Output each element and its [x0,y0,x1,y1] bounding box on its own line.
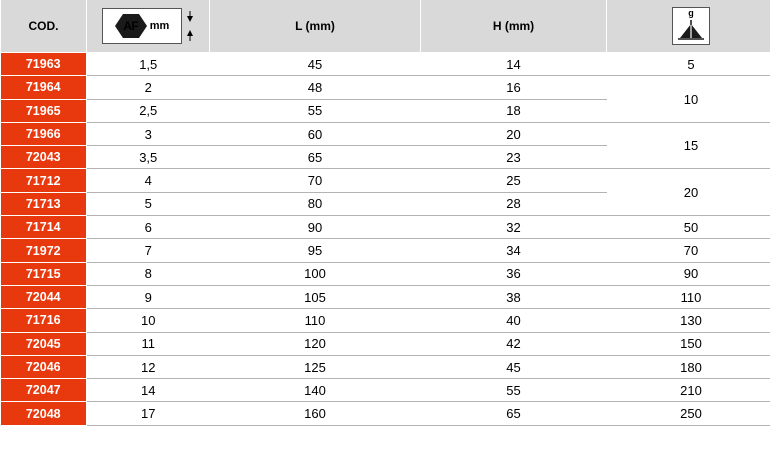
af-icon-box [102,8,182,44]
cell-af: 9 [87,285,210,308]
cell-weight: 70 [607,239,770,262]
cell-weight: 5 [607,53,770,76]
column-header-h-label: H (mm) [421,0,606,52]
cell-cod: 71965 [1,99,87,122]
column-header-l-label: L (mm) [210,0,420,52]
cell-cod: 71714 [1,216,87,239]
cell-l: 120 [210,332,421,355]
af-icon-unit: mm [150,20,170,32]
cell-h: 23 [421,146,607,169]
table-body [1,53,770,449]
table-row [1,309,770,332]
cell-cod: 72048 [1,402,87,425]
cell-l: 125 [210,355,421,378]
spacer-cell [607,425,770,448]
cell-weight: 15 [607,122,770,169]
spacer-cell [421,425,607,448]
cell-cod: 71712 [1,169,87,192]
cell-af: 3 [87,122,210,145]
cell-l: 110 [210,309,421,332]
cell-af: 1,5 [87,53,210,76]
weight-scale-glyph [676,18,706,40]
cell-af: 11 [87,332,210,355]
cell-cod: 71966 [1,122,87,145]
cell-weight: 20 [607,169,770,216]
cell-weight: 150 [607,332,770,355]
spacer-cell [210,425,421,448]
cell-h: 18 [421,99,607,122]
cell-h: 45 [421,355,607,378]
cell-h: 14 [421,53,607,76]
cell-h: 28 [421,192,607,215]
cell-l: 95 [210,239,421,262]
cell-l: 55 [210,99,421,122]
cell-af: 6 [87,216,210,239]
cell-af: 8 [87,262,210,285]
cell-weight: 250 [607,402,770,425]
cell-l: 65 [210,146,421,169]
cell-h: 34 [421,239,607,262]
cell-l: 70 [210,169,421,192]
af-icon-text: AF [114,13,148,39]
table-row [1,285,770,308]
cell-l: 140 [210,379,421,402]
table-row [1,402,770,425]
cell-af: 2 [87,76,210,99]
cell-af: 7 [87,239,210,262]
cell-af: 5 [87,192,210,215]
weight-icon-unit: g [688,9,694,18]
cell-l: 90 [210,216,421,239]
column-header-cod [1,0,87,53]
cell-cod: 72044 [1,285,87,308]
cell-weight: 180 [607,355,770,378]
cell-h: 25 [421,169,607,192]
hex-icon [114,13,148,39]
cell-cod: 72046 [1,355,87,378]
cell-l: 48 [210,76,421,99]
cell-cod: 71972 [1,239,87,262]
table-bottom-spacer [1,425,770,448]
column-header-l [210,0,421,53]
cell-cod: 72045 [1,332,87,355]
cell-weight: 110 [607,285,770,308]
table-row [1,239,770,262]
cell-l: 60 [210,122,421,145]
cell-cod: 72043 [1,146,87,169]
cell-l: 160 [210,402,421,425]
cell-weight: 130 [607,309,770,332]
cell-af: 14 [87,379,210,402]
table-row [1,122,770,145]
column-header-cod-label: COD. [1,0,86,52]
table-header [1,0,770,53]
weight-icon-box [672,7,710,45]
column-header-weight [607,0,770,53]
spacer-cell [1,425,87,448]
table-row [1,262,770,285]
cell-cod: 72047 [1,379,87,402]
cell-af: 17 [87,402,210,425]
table-row [1,355,770,378]
table-row [1,76,770,99]
cell-h: 55 [421,379,607,402]
column-header-af [87,0,210,53]
af-hex-mm-icon [87,0,209,52]
cell-h: 65 [421,402,607,425]
cell-cod: 71715 [1,262,87,285]
weight-grams-icon [607,0,770,52]
cell-af: 3,5 [87,146,210,169]
cell-af: 4 [87,169,210,192]
spacer-cell [87,425,210,448]
cell-h: 16 [421,76,607,99]
cell-h: 38 [421,285,607,308]
af-dimension-arrows [185,9,195,43]
cell-weight: 210 [607,379,770,402]
table-row [1,216,770,239]
cell-cod: 71713 [1,192,87,215]
cell-cod: 71964 [1,76,87,99]
table-row [1,169,770,192]
cell-cod: 71716 [1,309,87,332]
cell-weight: 90 [607,262,770,285]
cell-h: 42 [421,332,607,355]
cell-weight: 50 [607,216,770,239]
header-row [1,0,770,53]
cell-h: 40 [421,309,607,332]
cell-l: 100 [210,262,421,285]
cell-h: 20 [421,122,607,145]
table-row [1,379,770,402]
cell-l: 80 [210,192,421,215]
cell-cod: 71963 [1,53,87,76]
cell-af: 12 [87,355,210,378]
cell-af: 2,5 [87,99,210,122]
cell-l: 45 [210,53,421,76]
cell-h: 36 [421,262,607,285]
column-header-h [421,0,607,53]
cell-weight: 10 [607,76,770,123]
table-row [1,332,770,355]
cell-h: 32 [421,216,607,239]
cell-l: 105 [210,285,421,308]
cell-af: 10 [87,309,210,332]
table-row [1,53,770,76]
